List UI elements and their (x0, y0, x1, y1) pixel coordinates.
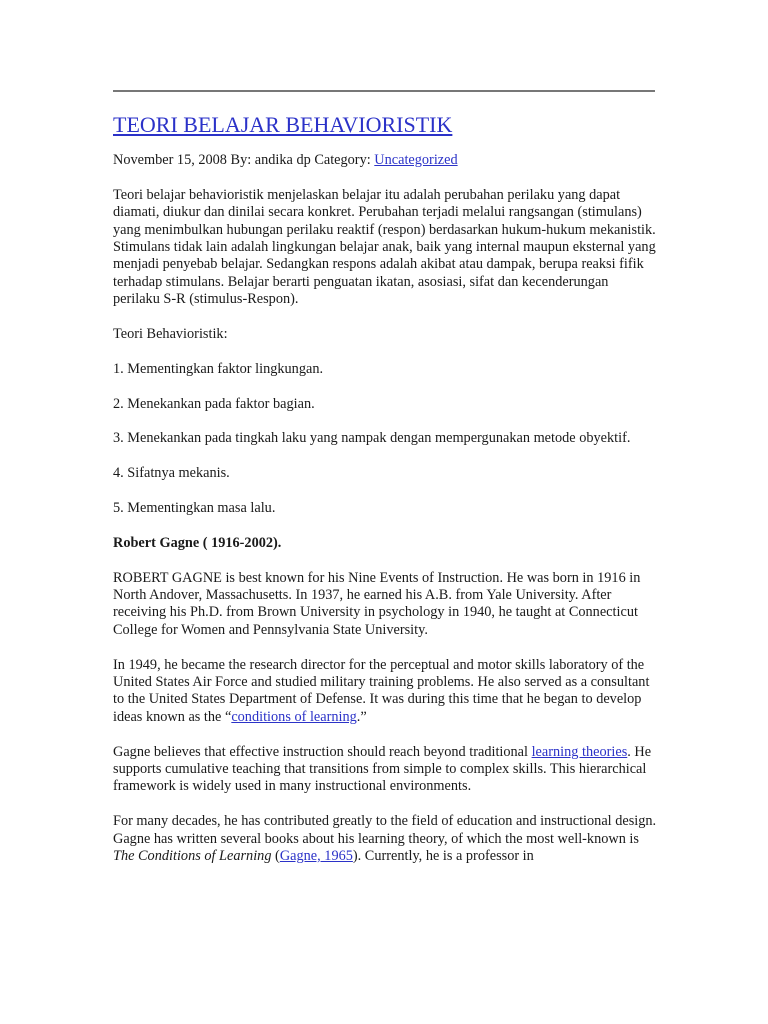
bio-paragraph-4-open: ( (271, 848, 280, 865)
list-item-4: 4. Sifatnya mekanis. (113, 465, 230, 482)
list-item-2: 2. Menekankan pada faktor bagian. (113, 395, 315, 412)
bio-paragraph-3-rest: . He supports cumulative teaching that transitions from simple to complex skills. This hierarchical framework is widely used in many instructional environments. (113, 743, 652, 795)
bio-paragraph-1: ROBERT GAGNE is best known for his Nine Events of Instruction. He was born in 1916 in North Andover, Massachusetts. In 1937, he earned his A.B. from Yale University. After receiving his Ph.D. from Brown University in psychology in 1940, he taught at Connecticut College for Women and Pennsylvania State University. (113, 569, 641, 638)
bio-paragraph-2 (113, 657, 658, 727)
list-heading: Teori Behavioristik: (113, 326, 228, 343)
intro-paragraph: Teori belajar behavioristik menjelaskan belajar itu adalah perubahan perilaku yang dapat diamati, diukur dan dinilai secara konkret. Perubahan terjadi melalui rangsangan (stimulans) yang menimbulkan hubungan perilaku reaktif (respon) berdasarkan hukum-hukum mekanistik. Stimulans tidak lain adalah lingkungan belajar anak, baik yang internal maupun eksternal yang menjadi penyebab belajar. Sedangkan respons adalah akibat atau dampak, berupa reaksi fifik terhadap stimulans. Belajar berarti penguatan ikatan, asosiasi, sifat dan kecenderungan perilaku S-R (stimulus-Respon). (113, 186, 656, 308)
gagne-1965-link[interactable]: Gagne, 1965 (279, 848, 353, 865)
bio-paragraph-4 (113, 813, 658, 865)
top-divider (113, 90, 655, 92)
list-item-5: 5. Mementingkan masa lalu. (113, 500, 276, 517)
learning-theories-link[interactable]: learning theories (531, 743, 628, 760)
post-meta-text: November 15, 2008 By: andika dp Category: (113, 152, 375, 168)
page-title (113, 112, 452, 138)
bio-paragraph-2-end: .” (356, 708, 367, 725)
book-title: The Conditions of Learning (113, 848, 272, 865)
list-item-3: 3. Menekankan pada tingkah laku yang nampak dengan mempergunakan metode obyektif. (113, 430, 631, 447)
bio-paragraph-4-text: For many decades, he has contributed greatly to the field of education and instructional design. Gagne has written several books about his learning theory, of which the most well-known is (113, 813, 657, 847)
list-item-1: 1. Mementingkan faktor lingkungan. (113, 360, 324, 377)
post-meta (113, 152, 658, 169)
bio-paragraph-3 (113, 744, 658, 796)
bio-paragraph-3-text: Gagne believes that effective instruction should reach beyond traditional (113, 743, 532, 760)
section-heading: Robert Gagne ( 1916-2002). (113, 534, 282, 551)
conditions-of-learning-link[interactable]: conditions of learning (231, 708, 357, 725)
bio-paragraph-2-text: In 1949, he became the research director for the perceptual and motor skills laboratory of the United States Air Force and studied military training problems. He also served as a consultant to the United States Department of Defense. It was during this time that he began to develop ideas known as the “ (113, 656, 650, 725)
bio-paragraph-4-rest: ). Currently, he is a professor in (352, 848, 534, 865)
article-body (113, 152, 658, 883)
category-link[interactable]: Uncategorized (374, 152, 458, 168)
title-link[interactable]: TEORI BELAJAR BEHAVIORISTIK (113, 112, 453, 137)
